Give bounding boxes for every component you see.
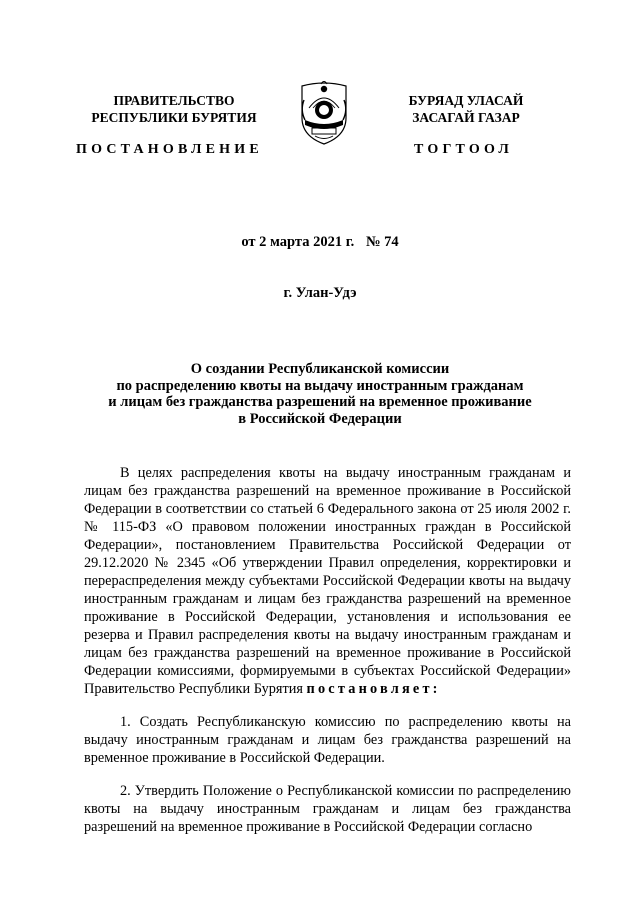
preamble-paragraph: [84, 464, 571, 698]
issuer-buryat-line2: ЗАСАГАЙ ГАЗАР: [412, 110, 520, 125]
item-2-paragraph: 2. Утвердить Положение о Республиканской комиссии по распределению квоты на выдачу иностранным гражданам и лицам без гражданства разрешений на временное проживание в Российской Федерации согласно: [84, 783, 571, 835]
document-date-number: [0, 234, 640, 251]
title-line1: О создании Республиканской комиссии: [190, 361, 450, 377]
title-line3: и лицам без гражданства разрешений на временное проживание: [108, 394, 532, 410]
resolves-word: постановляет:: [306, 681, 441, 697]
republic-of-buryatia-emblem-icon: [295, 78, 353, 146]
document-date: от 2 марта 2021 г.: [241, 234, 355, 250]
doc-type-buryat: ТОГТООЛ: [414, 142, 514, 157]
document-body: [84, 464, 571, 836]
issuer-russian: [64, 92, 284, 126]
document-city: г. Улан-Удэ: [283, 285, 357, 301]
item-1-paragraph: 1. Создать Республиканскую комиссию по распределению квоты на выдачу иностранным гражданам и лицам без гражданства разрешений на временное проживание в Российской Федерации.: [84, 714, 571, 766]
issuer-russian-line1: ПРАВИТЕЛЬСТВО: [113, 93, 235, 108]
title-line4: в Российской Федерации: [238, 410, 402, 427]
preamble-text: В целях распределения квоты на выдачу иностранным гражданам и лицам без гражданства разрешений на временное проживание в Российской Федерации в соответствии со статьей 6 Федерального закона от 25 июля 2002 г. № 115-ФЗ «О правовом положении иностранных граждан в Российской Федерации», постановлением Правительства Российской Федерации от 29.12.2020 № 2345 «Об утверждении Правил определения, корректировки и перераспределения между субъектами Российской Федерации квоты на выдачу иностранным гражданам и лицам без гражданства разрешений на временное проживание в Российской Федерации, установления и использования ее резерва и Правил распределения квоты на выдачу иностранным гражданам и лицам без гражданства разрешений на временное проживание в Российской Федерации комиссиями, формируемыми в субъектах Российской Федерации» Правительство Республики Бурятия: [84, 465, 571, 697]
document-number: № 74: [365, 234, 399, 250]
issuer-buryat: [356, 92, 576, 126]
issuer-buryat-line1: БУРЯАД УЛАСАЙ: [408, 93, 524, 108]
issuer-russian-line2: РЕСПУБЛИКИ БУРЯТИЯ: [91, 110, 257, 125]
title-line2: по распределению квоты на выдачу иностранным гражданам: [116, 377, 524, 394]
document-title: [80, 361, 560, 427]
doc-type-russian: ПОСТАНОВЛЕНИЕ: [76, 142, 263, 157]
